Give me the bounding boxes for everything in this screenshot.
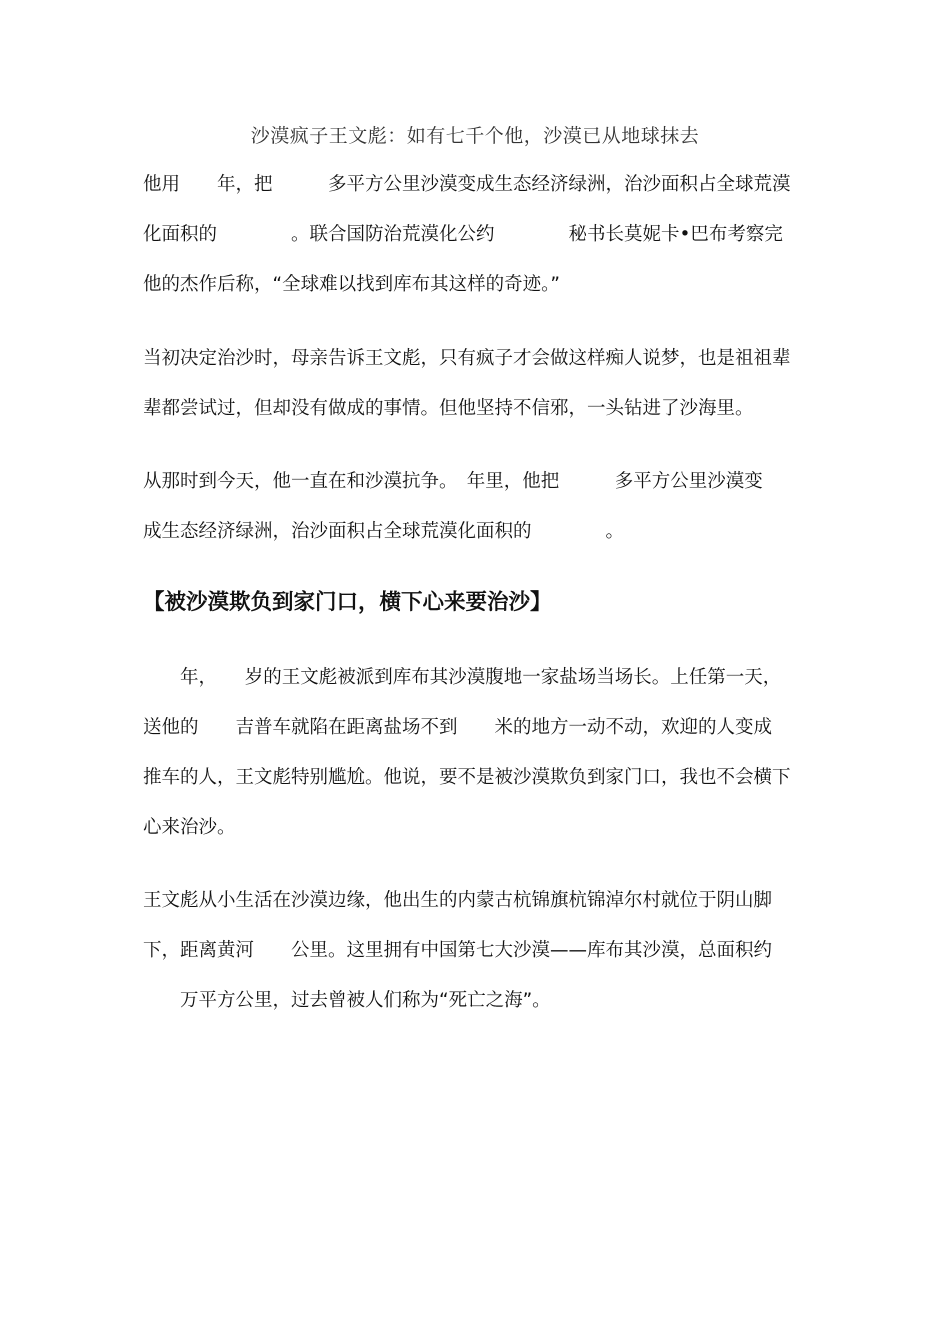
paragraph-2 [143,334,813,434]
paragraph-line: 当初决定治沙时，母亲告诉王文彪，只有疯子才会做这样痴人说梦，也是祖祖辈 [143,348,791,369]
paragraph-5 [143,876,813,1026]
paragraph-line: 化面积的 。联合国防治荒漠化公约 秘书长莫妮卡•巴布考察完 [143,224,783,245]
paragraph-line: 他用 年，把 多平方公里沙漠变成生态经济绿洲，治沙面积占全球荒漠 [143,174,791,195]
paragraph-line: 推车的人，王文彪特别尴尬。他说，要不是被沙漠欺负到家门口，我也不会横下 [143,767,791,788]
paragraph-4 [143,653,813,853]
paragraph-line: 送他的 吉普车就陷在距离盐场不到 米的地方一动不动，欢迎的人变成 [143,717,773,738]
paragraph-line: 成生态经济绿洲，治沙面积占全球荒漠化面积的 。 [143,521,625,542]
paragraph-line: 下，距离黄河 公里。这里拥有中国第七大沙漠——库布其沙漠，总面积约 [143,940,773,961]
paragraph-line: 王文彪从小生活在沙漠边缘，他出生的内蒙古杭锦旗杭锦淖尔村就位于阴山脚 [143,890,773,911]
paragraph-1 [143,160,813,310]
section-heading: 【被沙漠欺负到家门口，横下心来要治沙】 [143,590,552,615]
paragraph-line: 他的杰作后称，“全球难以找到库布其这样的奇迹。” [143,274,560,295]
paragraph-line: 辈都尝试过，但却没有做成的事情。但他坚持不信邪，一头钻进了沙海里。 [143,398,754,419]
paragraph-line: 万平方公里，过去曾被人们称为“死亡之海”。 [143,990,551,1011]
document-title: 沙漠疯子王文彪：如有七千个他，沙漠已从地球抹去 [250,125,700,147]
paragraph-line: 心来治沙。 [143,817,236,838]
paragraph-3 [143,457,813,557]
paragraph-line: 年， 岁的王文彪被派到库布其沙漠腹地一家盐场当场长。上任第一天， [143,667,782,688]
paragraph-line: 从那时到今天，他一直在和沙漠抗争。 年里，他把 多平方公里沙漠变 [143,471,763,492]
